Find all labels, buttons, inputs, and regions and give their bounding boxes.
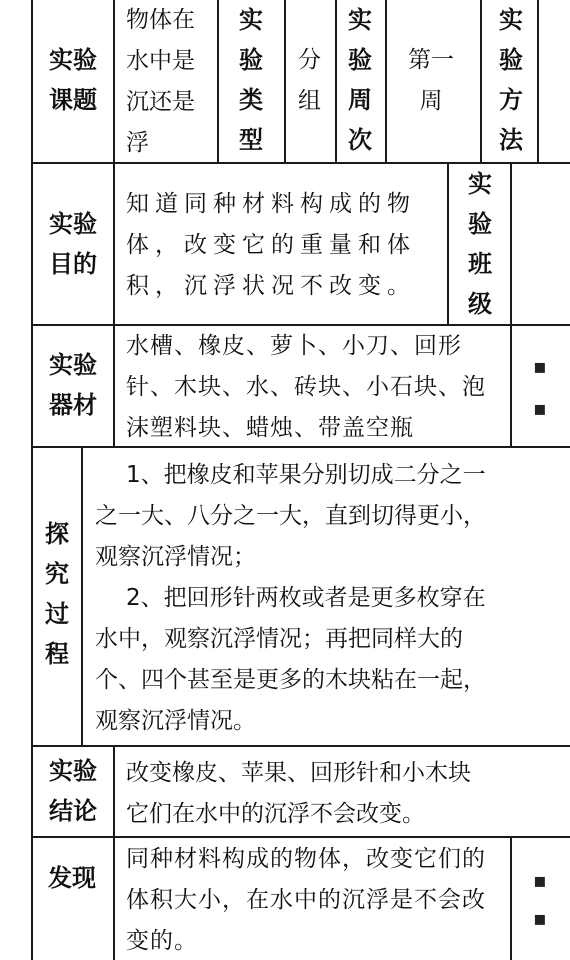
type-value: 分组 [298,47,321,114]
process-line-7: 观察沉浮情况。 [95,708,256,734]
materials-value: 水槽、橡皮、萝卜、小刀、回形针、木块、水、砖块、小石块、泡沫塑料块、蜡烛、带盖空瓶 [126,333,486,441]
conclusion-line-1: 改变橡皮、苹果、回形针和小木块 [126,760,471,786]
col-divider [537,0,539,162]
col-divider [510,836,512,960]
process-line-6: 个、四个甚至是更多的木块粘在一起， [95,667,486,693]
type-label: 实验类型 [239,6,263,154]
process-line-3: 观察沉浮情况； [95,544,256,570]
materials-label: 实验器材 [49,351,97,419]
col-divider [510,162,512,324]
process-line-4: 2、把回形针两枚或者是更多枚穿在 [126,585,486,611]
finding-value: 同种材料构成的物体，改变它们的体积大小，在水中的沉浮是不会改变的。 [126,846,486,954]
row-divider [31,836,570,838]
col-divider [113,836,115,960]
col-divider [284,0,286,162]
col-divider [335,0,337,162]
finding-label-text: 发现 [48,864,96,892]
process-line-1: 1、把橡皮和苹果分别切成二分之一 [126,462,486,488]
week-value: 第一周 [408,47,454,114]
method-label: 实验方法 [499,6,523,154]
cut-off-mark: ▪ [533,868,547,892]
cut-off-mark: ▪ [533,396,547,420]
cut-off-mark: ▪ [533,906,547,930]
purpose-value: 知道同种材料构成的物体，改变它的重量和体积，沉浮状况不改变。 [126,191,416,299]
week-label: 实验周次 [348,6,372,154]
col-divider [113,745,115,836]
conclusion-line-2: 它们在水中的沉浮不会改变。 [126,801,425,827]
col-divider [385,0,387,162]
process-line-5: 水中，观察沉浮情况；再把同样大的 [95,626,463,652]
col-divider [113,324,115,446]
finding-label [40,858,106,898]
class-label: 实验班级 [468,170,492,318]
topic-value: 物体在水中是沉还是浮 [126,7,195,156]
cut-off-mark: ▪ [533,354,547,378]
col-divider [113,0,115,162]
topic-label: 实验课题 [49,46,97,114]
col-divider [480,0,482,162]
conclusion-label: 实验结论 [49,757,97,825]
col-divider [217,0,219,162]
col-divider [113,162,115,324]
col-divider [447,162,449,324]
table-border-left [31,0,33,960]
row-divider [31,745,570,747]
process-line-2: 之一大、八分之一大，直到切得更小， [95,503,486,529]
process-label: 探究过程 [45,520,69,668]
col-divider [510,324,512,446]
purpose-label: 实验目的 [49,210,97,278]
col-divider [81,446,83,745]
